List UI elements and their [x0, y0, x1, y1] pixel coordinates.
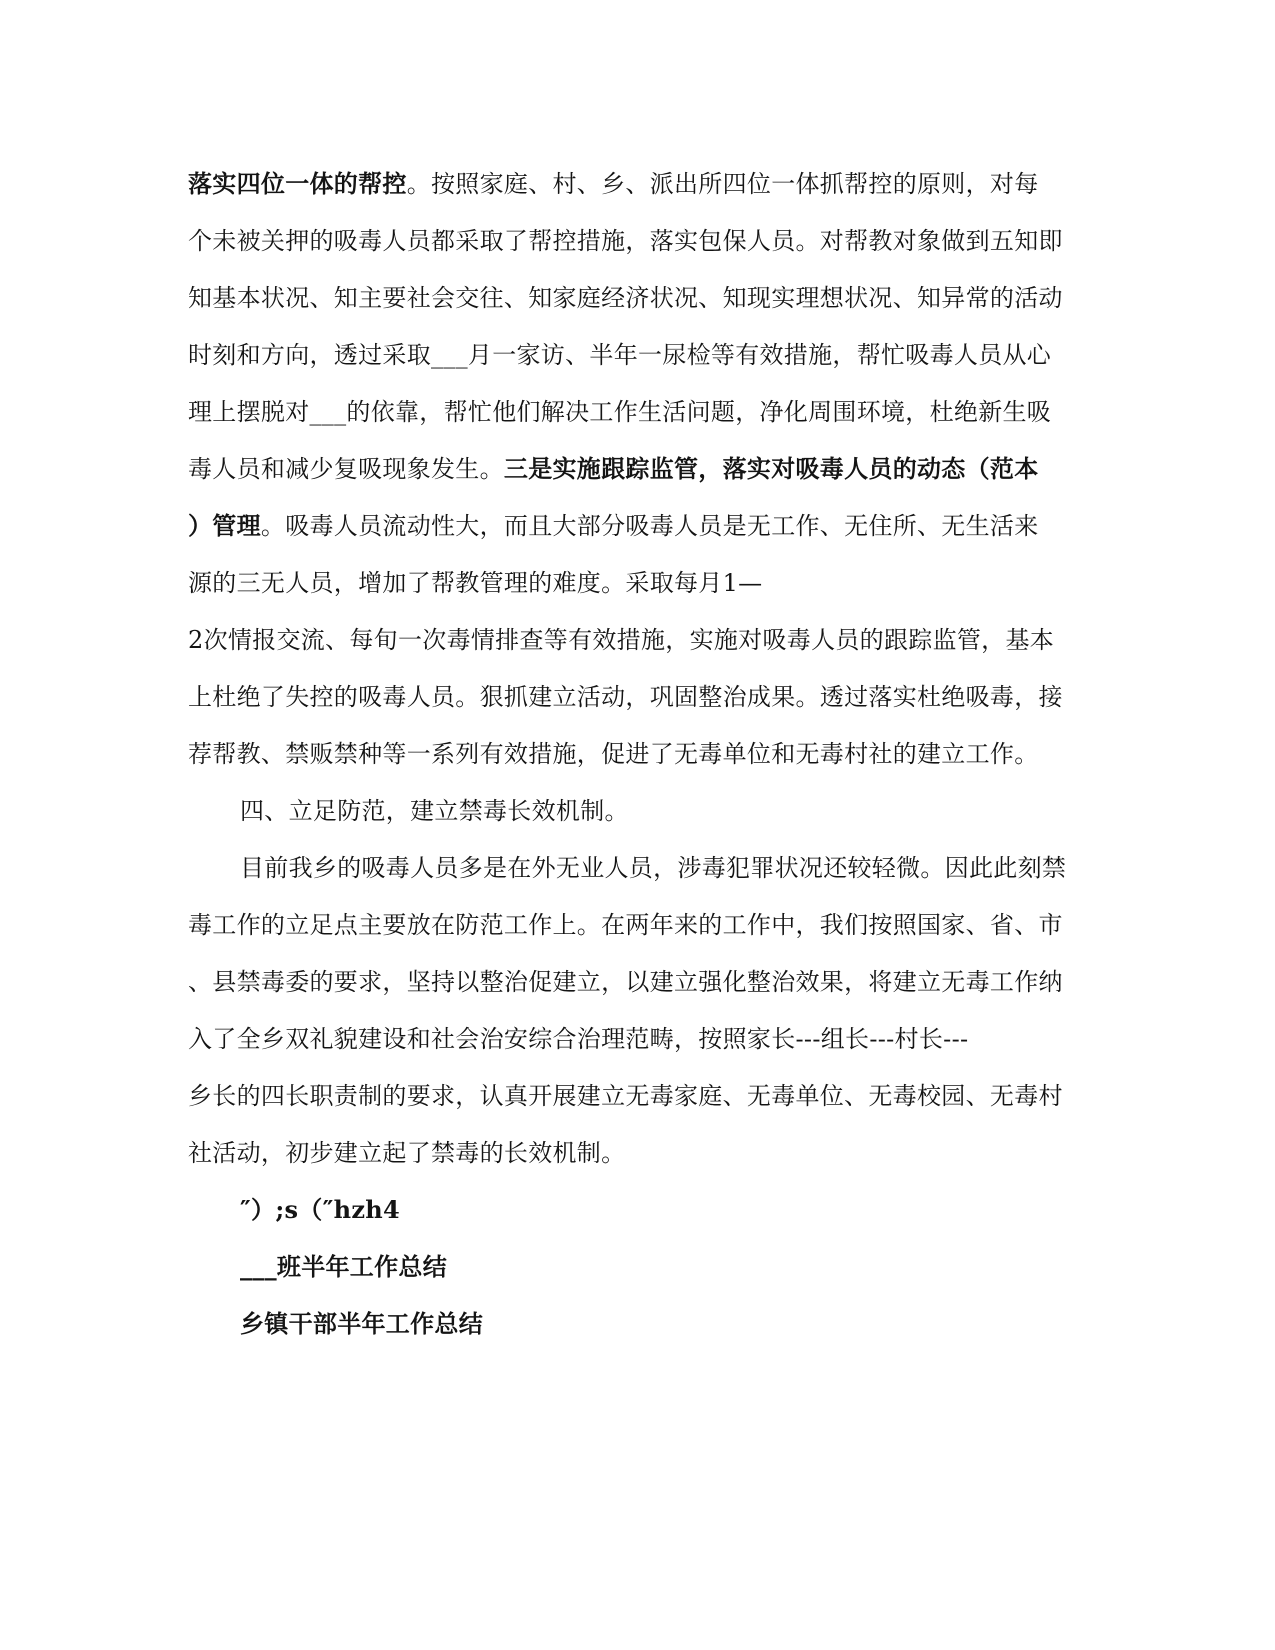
body-text: 荐帮教、禁贩禁种等一系列有效措施，促进了无毒单位和无毒村社的建立工作。	[188, 740, 1039, 768]
body-text: 上杜绝了失控的吸毒人员。狠抓建立活动，巩固整治成果。透过落实杜绝吸毒，接	[188, 683, 1063, 711]
paragraph-line	[240, 848, 1066, 888]
bold-heading-text: ）管理	[188, 511, 261, 540]
section-heading-text: 四、立足防范，建立禁毒长效机制。	[240, 797, 629, 825]
body-text: 毒人员和减少复吸现象发生。	[188, 455, 504, 483]
paragraph-line	[188, 335, 1051, 375]
related-link-title	[240, 1304, 483, 1344]
body-text: 。吸毒人员流动性大，而且大部分吸毒人员是无工作、无住所、无生活来	[260, 512, 1039, 540]
body-text: 理上摆脱对___的依靠，帮忙他们解决工作生活问题，净化周围环境，杜绝新生吸	[188, 398, 1052, 426]
body-text: 。按照家庭、村、乡、派出所四位一体抓帮控的原则，对每	[406, 170, 1039, 198]
related-link-title	[240, 1247, 447, 1287]
body-text: 2次情报交流、每旬一次毒情排查等有效措施，实施对吸毒人员的跟踪监管，基本	[188, 626, 1055, 654]
related-title-text: ___班半年工作总结	[240, 1252, 447, 1281]
paragraph-line	[188, 278, 1063, 318]
paragraph-line	[188, 449, 1039, 489]
trailing-code-fragment	[240, 1190, 400, 1230]
paragraph-line	[188, 164, 1039, 204]
body-text: 时刻和方向，透过采取___月一家访、半年一尿检等有效措施，帮忙吸毒人员从心	[188, 341, 1052, 369]
paragraph-line	[188, 905, 1063, 945]
bold-heading-text: 落实四位一体的帮控	[188, 169, 407, 198]
body-text: 个未被关押的吸毒人员都采取了帮控措施，落实包保人员。对帮教对象做到五知即	[188, 227, 1063, 255]
code-fragment-text: ″）;s（″hzh4	[240, 1195, 401, 1224]
paragraph-line	[188, 620, 1054, 660]
paragraph-line	[188, 962, 1063, 1002]
section-heading	[240, 791, 629, 831]
body-text: 目前我乡的吸毒人员多是在外无业人员，涉毒犯罪状况还较轻微。因此此刻禁	[240, 854, 1067, 882]
paragraph-line	[188, 677, 1063, 717]
body-text: 知基本状况、知主要社会交往、知家庭经济状况、知现实理想状况、知异常的活动	[188, 284, 1063, 312]
body-text: 源的三无人员，增加了帮教管理的难度。采取每月1—	[188, 569, 763, 597]
paragraph-line	[188, 392, 1051, 432]
paragraph-line	[188, 734, 1039, 774]
body-text: 毒工作的立足点主要放在防范工作上。在两年来的工作中，我们按照国家、省、市	[188, 911, 1063, 939]
body-text: 乡长的四长职责制的要求，认真开展建立无毒家庭、无毒单位、无毒校园、无毒村	[188, 1082, 1063, 1110]
paragraph-line	[188, 1019, 968, 1059]
paragraph-line	[188, 221, 1063, 261]
body-text: 、县禁毒委的要求，坚持以整治促建立，以建立强化整治效果，将建立无毒工作纳	[188, 968, 1063, 996]
body-text: 社活动，初步建立起了禁毒的长效机制。	[188, 1139, 626, 1167]
body-text: 入了全乡双礼貌建设和社会治安综合治理范畴，按照家长---组长---村长---	[188, 1025, 969, 1053]
paragraph-line	[188, 1076, 1063, 1116]
bold-heading-text: 三是实施跟踪监管，落实对吸毒人员的动态（范本	[503, 454, 1039, 483]
paragraph-line	[188, 506, 1039, 546]
paragraph-line	[188, 1133, 625, 1173]
related-title-text: 乡镇干部半年工作总结	[240, 1309, 483, 1338]
paragraph-line	[188, 563, 762, 603]
